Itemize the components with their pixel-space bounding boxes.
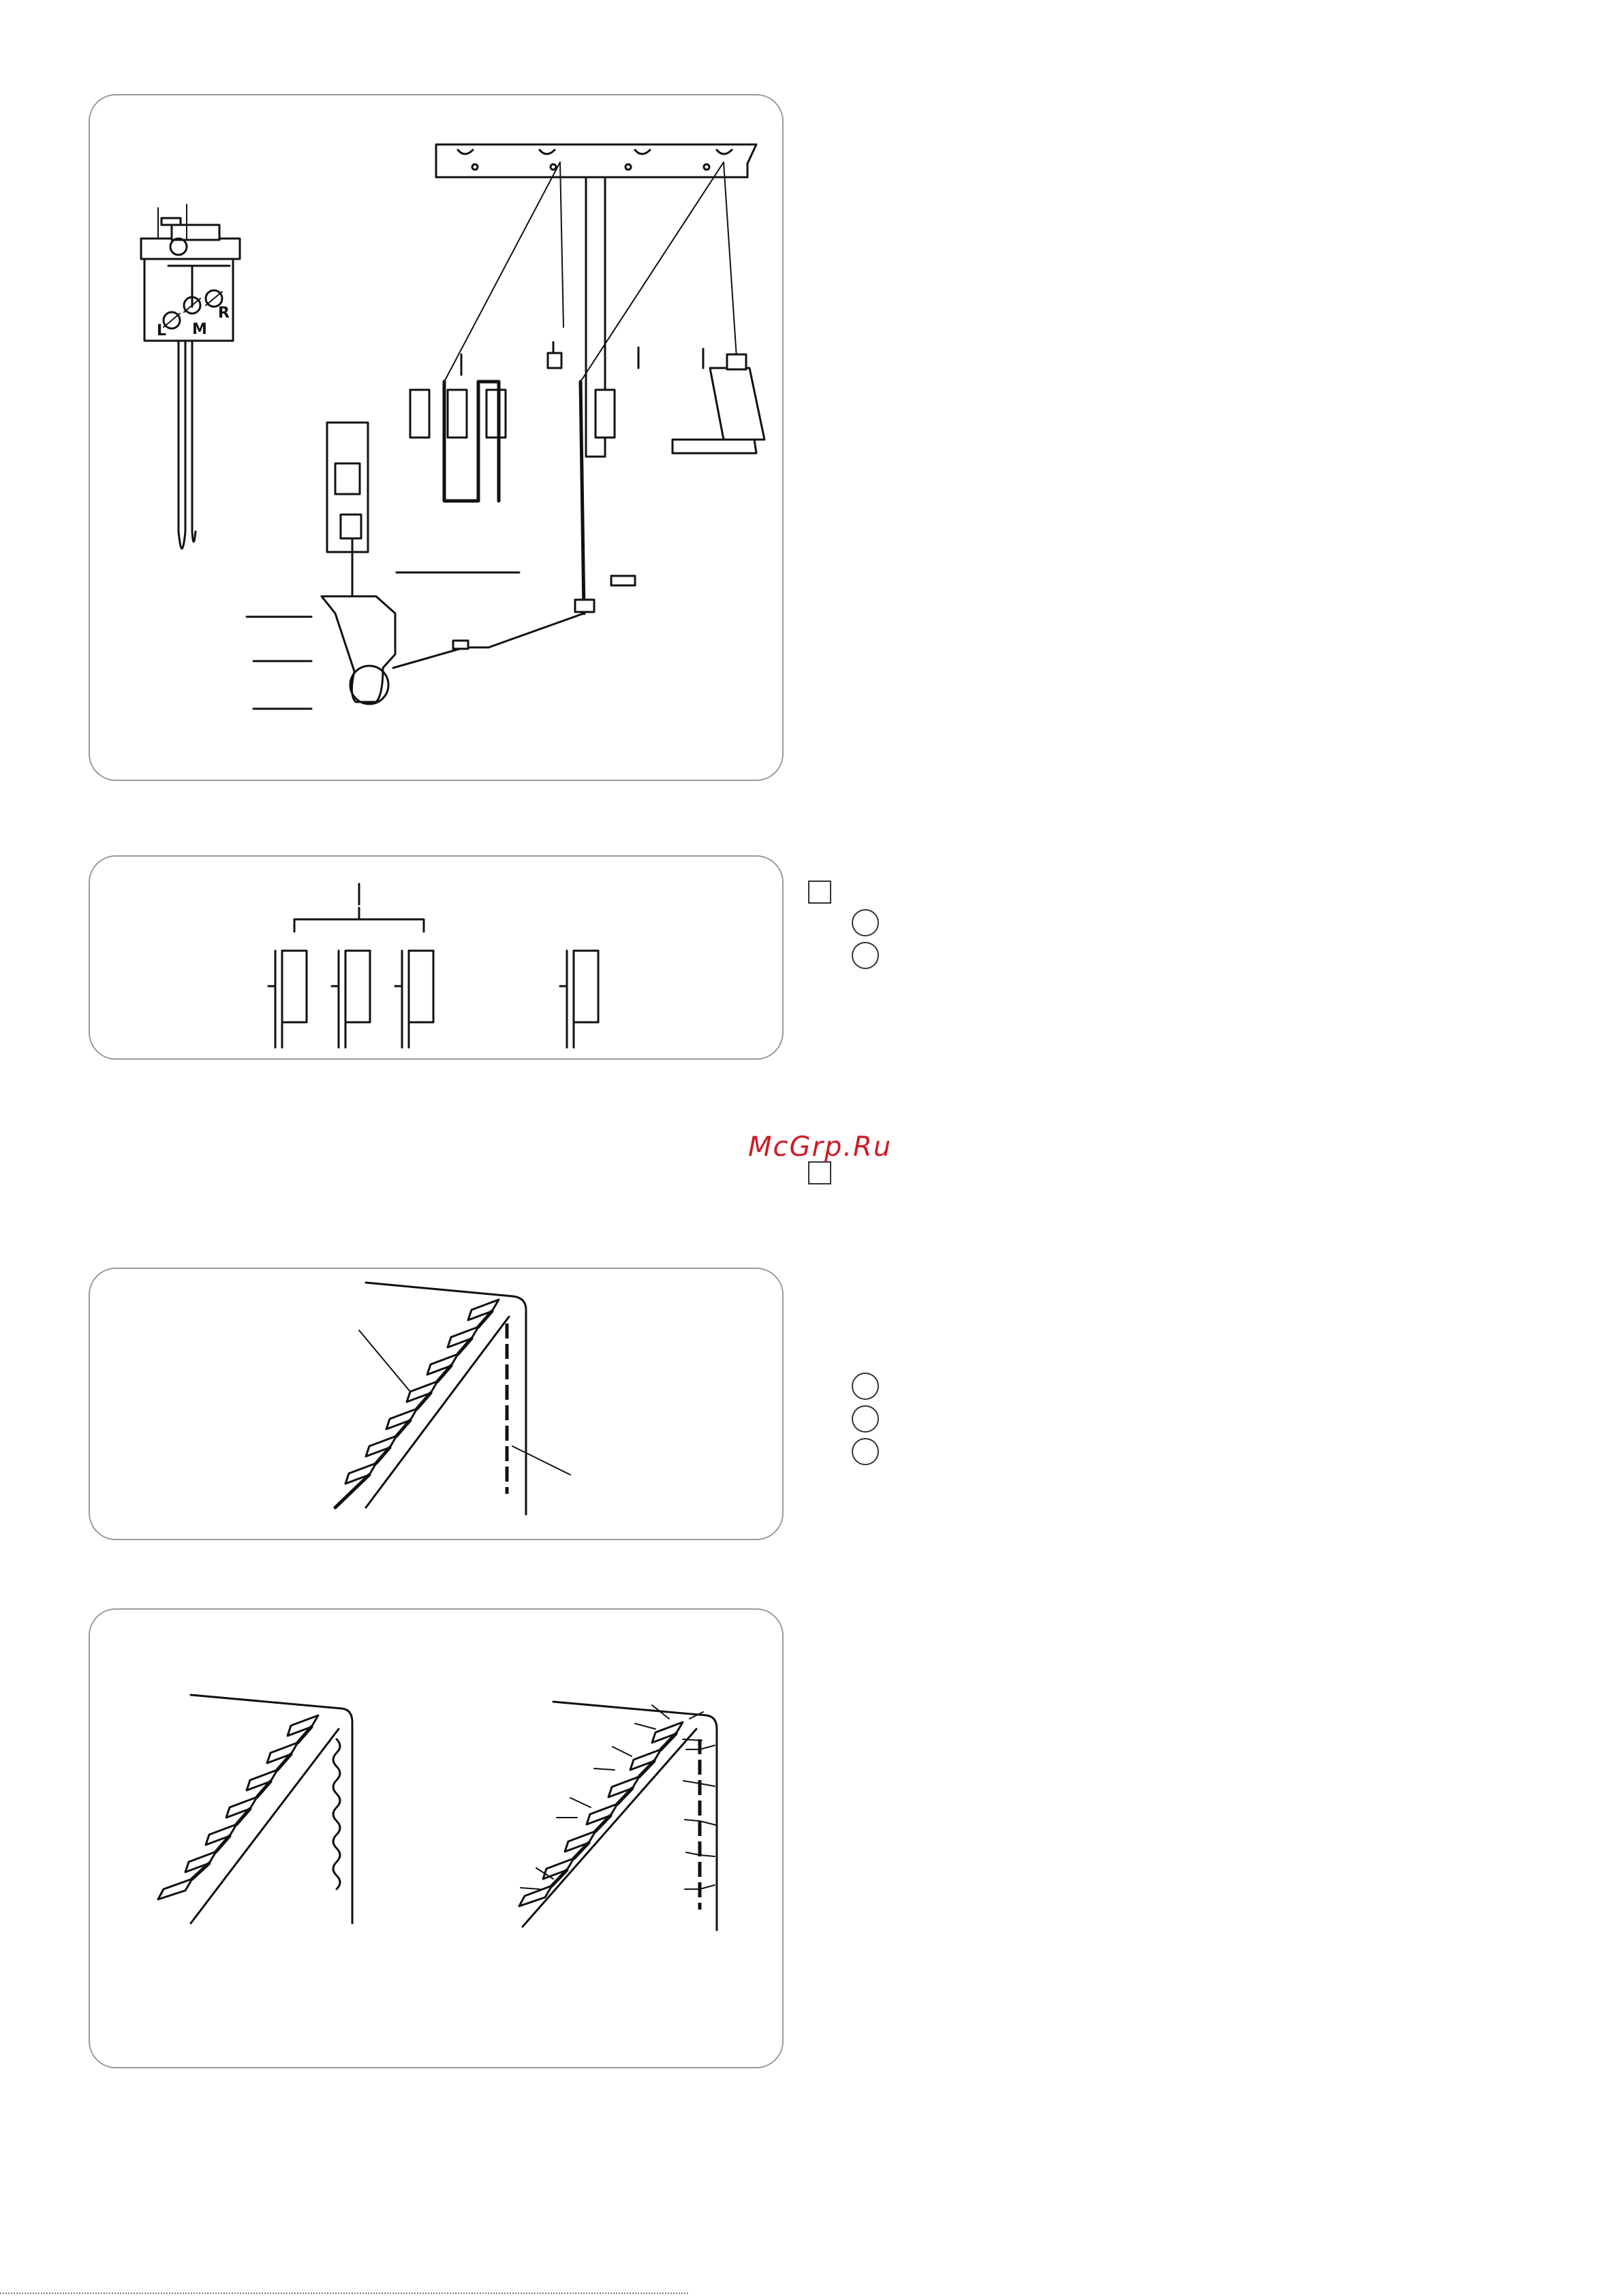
- stitch-comparison-panel: [89, 1608, 784, 2068]
- step-square-1: [808, 881, 831, 904]
- step-circle-2: [852, 942, 879, 969]
- needle-label-right: R: [218, 305, 230, 322]
- dial-1: [268, 951, 307, 1047]
- page-bottom-rule: [0, 2293, 688, 2294]
- step-circle-5: [852, 1438, 879, 1465]
- step-circle-3: [852, 1373, 879, 1400]
- needle-clamp-inset: [141, 204, 240, 549]
- stitch-sample-panel: [89, 1268, 784, 1540]
- dial-4: [560, 951, 598, 1047]
- stitch-sample-left: [158, 1695, 352, 1923]
- needle-label-left: L: [157, 322, 167, 339]
- step-circle-1: [852, 909, 879, 936]
- threading-diagram: [90, 95, 785, 782]
- thread-spool: [673, 354, 764, 453]
- step-circle-4: [852, 1405, 879, 1433]
- stitch-comparison-diagram: [90, 1610, 785, 2070]
- threading-diagram-panel: [89, 94, 784, 781]
- tension-dial-diagram: [90, 857, 785, 1061]
- dial-3: [395, 951, 433, 1047]
- dial-2: [332, 951, 370, 1047]
- watermark: McGrp.Ru: [748, 1131, 893, 1163]
- stitch-sample-right: [519, 1702, 717, 1930]
- needle-label-middle: M: [192, 321, 207, 338]
- stitch-sample-diagram: [90, 1269, 785, 1542]
- tension-dial-panel: [89, 855, 784, 1060]
- step-square-2: [808, 1161, 831, 1184]
